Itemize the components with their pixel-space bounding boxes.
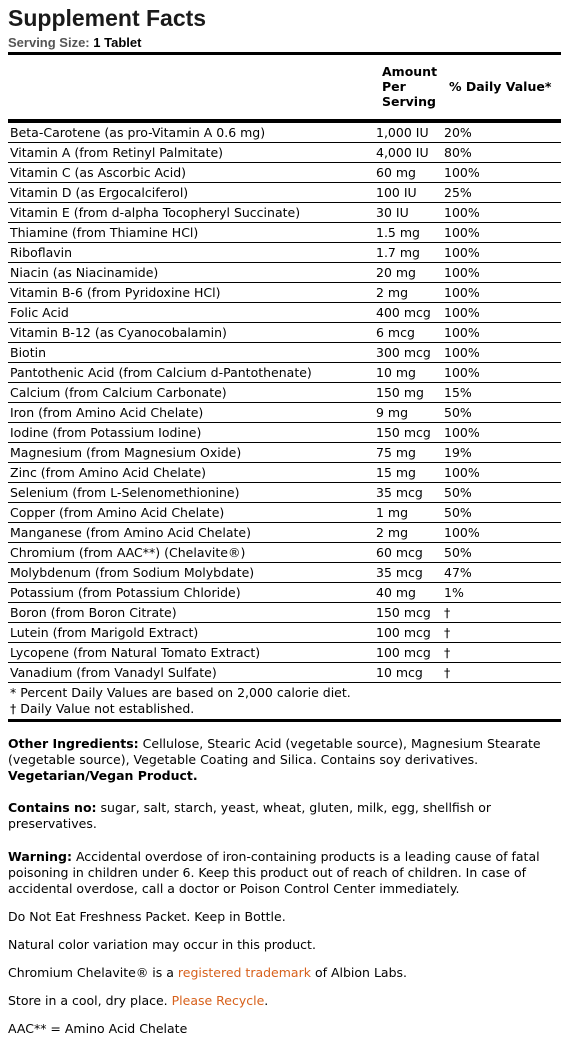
nutrient-name: Lutein (from Marigold Extract) bbox=[8, 623, 374, 643]
product-info bbox=[8, 736, 548, 1037]
nutrient-daily-value: 100% bbox=[442, 263, 561, 283]
table-row bbox=[8, 443, 561, 463]
table-row bbox=[8, 243, 561, 263]
nutrient-daily-value: 100% bbox=[442, 343, 561, 363]
nutrient-daily-value: 19% bbox=[442, 443, 561, 463]
nutrient-daily-value: 100% bbox=[442, 523, 561, 543]
serving-size bbox=[8, 34, 569, 52]
other-ingredients-text: Cellulose, Stearic Acid (vegetable source), Magnesium Stearate (vegetable source), Vegetable Coating and Silica. Contains soy derivatives. bbox=[8, 736, 541, 767]
nutrient-amount: 10 mcg bbox=[374, 663, 442, 683]
table-row bbox=[8, 603, 561, 623]
vegan-label: Vegetarian/Vegan Product. bbox=[8, 768, 198, 783]
chelavite-note bbox=[8, 965, 548, 981]
nutrient-daily-value: 100% bbox=[442, 283, 561, 303]
table-row bbox=[8, 483, 561, 503]
nutrient-amount: 10 mg bbox=[374, 363, 442, 383]
nutrient-name: Selenium (from L-Selenomethionine) bbox=[8, 483, 374, 503]
nutrient-name: Iodine (from Potassium Iodine) bbox=[8, 423, 374, 443]
table-row bbox=[8, 203, 561, 223]
table-row bbox=[8, 343, 561, 363]
table-row bbox=[8, 123, 561, 143]
nutrient-name: Zinc (from Amino Acid Chelate) bbox=[8, 463, 374, 483]
nutrient-daily-value: † bbox=[442, 623, 561, 643]
nutrient-daily-value: 100% bbox=[442, 203, 561, 223]
nutrient-name: Molybdenum (from Sodium Molybdate) bbox=[8, 563, 374, 583]
contains-no bbox=[8, 800, 548, 832]
nutrient-name: Pantothenic Acid (from Calcium d-Pantothenate) bbox=[8, 363, 374, 383]
nutrient-daily-value: 100% bbox=[442, 163, 561, 183]
amount-header-line: Per bbox=[382, 79, 406, 94]
nutrient-name: Biotin bbox=[8, 343, 374, 363]
table-row bbox=[8, 643, 561, 663]
contains-no-text: sugar, salt, starch, yeast, wheat, gluten, milk, egg, shellfish or preservatives. bbox=[8, 800, 492, 831]
table-row bbox=[8, 323, 561, 343]
nutrient-amount: 1.5 mg bbox=[374, 223, 442, 243]
storage-note bbox=[8, 993, 548, 1009]
nutrient-amount: 2 mg bbox=[374, 523, 442, 543]
nutrient-amount: 150 mcg bbox=[374, 603, 442, 623]
nutrient-daily-value: 15% bbox=[442, 383, 561, 403]
nutrient-daily-value: 80% bbox=[442, 143, 561, 163]
nutrient-name: Thiamine (from Thiamine HCl) bbox=[8, 223, 374, 243]
table-row bbox=[8, 183, 561, 203]
registered-trademark-link[interactable]: registered trademark bbox=[177, 965, 311, 980]
nutrient-amount: 2 mg bbox=[374, 283, 442, 303]
table-row bbox=[8, 383, 561, 403]
nutrient-name: Vitamin C (as Ascorbic Acid) bbox=[8, 163, 374, 183]
nutrient-amount: 1.7 mg bbox=[374, 243, 442, 263]
nutrient-amount: 30 IU bbox=[374, 203, 442, 223]
nutrient-name: Beta-Carotene (as pro-Vitamin A 0.6 mg) bbox=[8, 123, 374, 143]
please-recycle-link[interactable]: Please Recycle bbox=[171, 993, 265, 1008]
nutrient-amount: 35 mcg bbox=[374, 563, 442, 583]
freshness-note: Do Not Eat Freshness Packet. Keep in Bottle. bbox=[8, 909, 286, 924]
dagger-footnote: † Daily Value not established. bbox=[10, 701, 195, 716]
nutrient-amount: 60 mcg bbox=[374, 543, 442, 563]
vegan-statement bbox=[8, 768, 548, 784]
serving-size-value: 1 Tablet bbox=[93, 35, 142, 50]
nutrient-daily-value: 100% bbox=[442, 243, 561, 263]
facts-header bbox=[8, 55, 561, 119]
nutrient-daily-value: 50% bbox=[442, 483, 561, 503]
nutrient-amount: 100 IU bbox=[374, 183, 442, 203]
table-row bbox=[8, 503, 561, 523]
amount-header-line: Serving bbox=[382, 94, 436, 109]
nutrient-name: Manganese (from Amino Acid Chelate) bbox=[8, 523, 374, 543]
nutrient-amount: 60 mg bbox=[374, 163, 442, 183]
nutrient-name: Lycopene (from Natural Tomato Extract) bbox=[8, 643, 374, 663]
nutrient-name: Boron (from Boron Citrate) bbox=[8, 603, 374, 623]
nutrient-name: Potassium (from Potassium Chloride) bbox=[8, 583, 374, 603]
nutrient-daily-value: 50% bbox=[442, 403, 561, 423]
nutrient-amount: 35 mcg bbox=[374, 483, 442, 503]
contains-no-label: Contains no: bbox=[8, 800, 97, 815]
nutrient-name: Vitamin B-12 (as Cyanocobalamin) bbox=[8, 323, 374, 343]
nutrient-amount: 100 mcg bbox=[374, 643, 442, 663]
warning bbox=[8, 849, 548, 897]
footnotes bbox=[8, 683, 561, 719]
table-row bbox=[8, 463, 561, 483]
table-row bbox=[8, 163, 561, 183]
nutrient-daily-value: † bbox=[442, 663, 561, 683]
nutrient-daily-value: 50% bbox=[442, 543, 561, 563]
table-row bbox=[8, 663, 561, 683]
table-row bbox=[8, 403, 561, 423]
table-row bbox=[8, 143, 561, 163]
aac-definition: AAC** = Amino Acid Chelate bbox=[8, 1021, 188, 1036]
table-row bbox=[8, 363, 561, 383]
nutrient-amount: 100 mcg bbox=[374, 623, 442, 643]
amount-header-line: Amount bbox=[382, 64, 438, 79]
nutrient-amount: 300 mcg bbox=[374, 343, 442, 363]
nutrient-amount: 15 mg bbox=[374, 463, 442, 483]
nutrient-amount: 9 mg bbox=[374, 403, 442, 423]
table-row bbox=[8, 543, 561, 563]
storage-text: Store in a cool, dry place. bbox=[8, 993, 172, 1008]
nutrient-name: Vitamin E (from d-alpha Tocopheryl Succinate) bbox=[8, 203, 374, 223]
percent-daily-footnote: * Percent Daily Values are based on 2,000 calorie diet. bbox=[10, 685, 351, 700]
other-ingredients-label: Other Ingredients: bbox=[8, 736, 139, 751]
nutrient-table bbox=[8, 122, 561, 683]
nutrient-amount: 75 mg bbox=[374, 443, 442, 463]
nutrient-amount: 6 mcg bbox=[374, 323, 442, 343]
nutrient-daily-value: 100% bbox=[442, 223, 561, 243]
nutrient-amount: 4,000 IU bbox=[374, 143, 442, 163]
warning-label: Warning: bbox=[8, 849, 72, 864]
nutrient-name: Vitamin D (as Ergocalciferol) bbox=[8, 183, 374, 203]
page-title: Supplement Facts bbox=[8, 5, 207, 31]
nutrient-name: Riboflavin bbox=[8, 243, 374, 263]
recycle-period: . bbox=[264, 993, 269, 1008]
nutrient-daily-value: 50% bbox=[442, 503, 561, 523]
nutrient-amount: 150 mcg bbox=[374, 423, 442, 443]
nutrient-daily-value: 47% bbox=[442, 563, 561, 583]
nutrient-amount: 1 mg bbox=[374, 503, 442, 523]
nutrient-daily-value: † bbox=[442, 643, 561, 663]
nutrient-daily-value: 100% bbox=[442, 463, 561, 483]
table-row bbox=[8, 583, 561, 603]
table-row bbox=[8, 223, 561, 243]
nutrient-name: Vitamin B-6 (from Pyridoxine HCl) bbox=[8, 283, 374, 303]
table-row bbox=[8, 523, 561, 543]
serving-size-label: Serving Size: bbox=[8, 35, 90, 50]
nutrient-daily-value: † bbox=[442, 603, 561, 623]
nutrient-name: Chromium (from AAC**) (Chelavite®) bbox=[8, 543, 374, 563]
warning-text: Accidental overdose of iron-containing products is a leading cause of fatal poisoning in children under 6. Keep this product out of reach of children. In case of accidental overdose, call a doctor or Poison Control Center immediately. bbox=[8, 849, 540, 896]
nutrient-amount: 400 mcg bbox=[374, 303, 442, 323]
chelavite-text-end: of Albion Labs. bbox=[310, 965, 407, 980]
table-row bbox=[8, 623, 561, 643]
divider-thick bbox=[8, 719, 561, 722]
nutrient-name: Niacin (as Niacinamide) bbox=[8, 263, 374, 283]
nutrient-amount: 150 mg bbox=[374, 383, 442, 403]
table-row bbox=[8, 283, 561, 303]
nutrient-name: Copper (from Amino Acid Chelate) bbox=[8, 503, 374, 523]
nutrient-name: Iron (from Amino Acid Chelate) bbox=[8, 403, 374, 423]
facts-panel bbox=[8, 52, 561, 722]
nutrient-amount: 20 mg bbox=[374, 263, 442, 283]
nutrient-name: Folic Acid bbox=[8, 303, 374, 323]
table-row bbox=[8, 563, 561, 583]
amount-per-serving-header bbox=[382, 64, 437, 109]
nutrient-name: Calcium (from Calcium Carbonate) bbox=[8, 383, 374, 403]
table-row bbox=[8, 303, 561, 323]
nutrient-amount: 1,000 IU bbox=[374, 123, 442, 143]
color-variation-note: Natural color variation may occur in this product. bbox=[8, 937, 316, 952]
table-row bbox=[8, 263, 561, 283]
daily-value-header: % Daily Value* bbox=[449, 79, 552, 94]
nutrient-name: Magnesium (from Magnesium Oxide) bbox=[8, 443, 374, 463]
nutrient-daily-value: 100% bbox=[442, 423, 561, 443]
nutrient-daily-value: 20% bbox=[442, 123, 561, 143]
other-ingredients bbox=[8, 736, 548, 768]
nutrient-amount: 40 mg bbox=[374, 583, 442, 603]
chelavite-text: Chromium Chelavite® is a bbox=[8, 965, 178, 980]
nutrient-daily-value: 1% bbox=[442, 583, 561, 603]
nutrient-daily-value: 100% bbox=[442, 363, 561, 383]
nutrient-daily-value: 25% bbox=[442, 183, 561, 203]
nutrient-name: Vitamin A (from Retinyl Palmitate) bbox=[8, 143, 374, 163]
table-row bbox=[8, 423, 561, 443]
nutrient-name: Vanadium (from Vanadyl Sulfate) bbox=[8, 663, 374, 683]
nutrient-daily-value: 100% bbox=[442, 303, 561, 323]
nutrient-daily-value: 100% bbox=[442, 323, 561, 343]
